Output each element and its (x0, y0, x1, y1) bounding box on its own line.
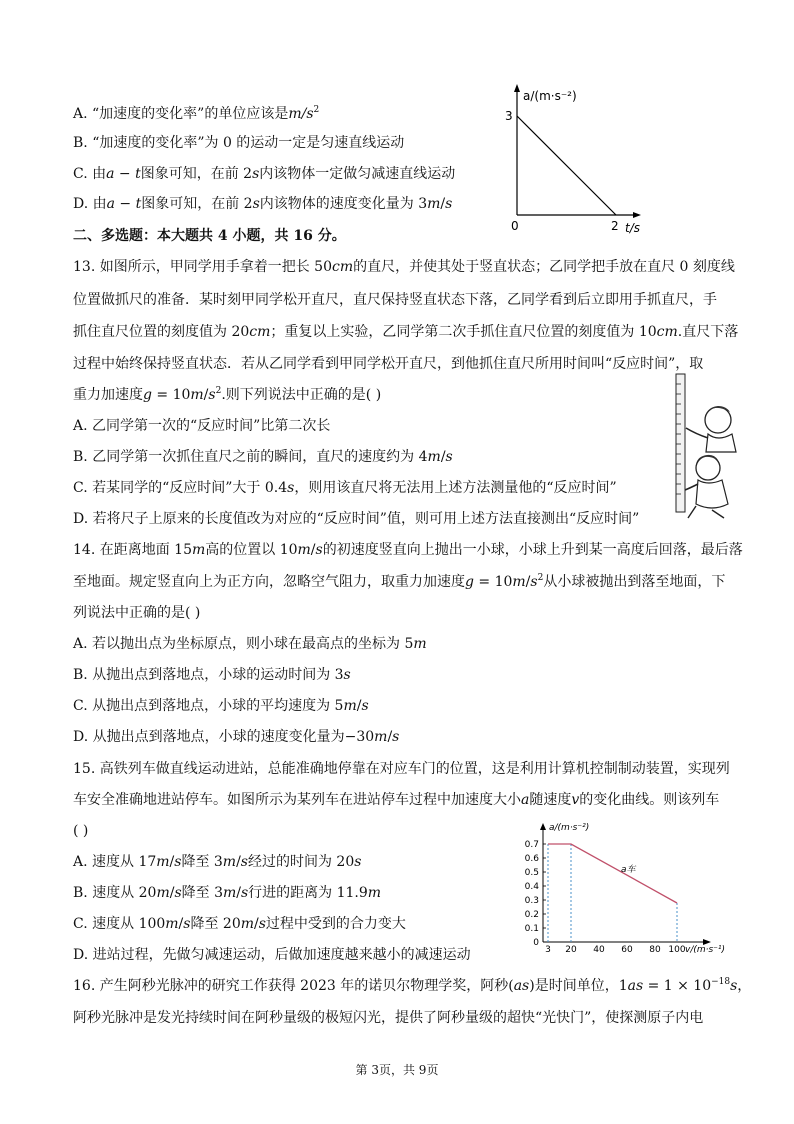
q16-line-2: 阿秒光脉冲是发光持续时间在阿秒量级的极短闪光，提供了阿秒量级的超快“光快门”，使探测原子内电 (73, 1010, 704, 1026)
a-t-x-axis-label: t/s (625, 221, 640, 235)
q13-option-d: D. 若将尺子上原来的长度值改为对应的“反应时间”值，则可用上述方法直接测出“反应时间” (73, 511, 640, 527)
a-v-y-tick: 0.7 (524, 840, 539, 850)
q15-option-c: C. 速度从 100𝑚/𝑠降至 20𝑚/𝑠过程中受到的合力变大 (73, 916, 406, 932)
q15-option-d: D. 进站过程，先做匀减速运动，后做加速度越来越小的减速运动 (73, 947, 471, 963)
q12-option-b: B. “加速度的变化率”为 0 的运动一定是匀速直线运动 (73, 135, 405, 151)
a-v-y-tick: 0 (533, 938, 539, 948)
q16-line-1-exponent: −18 (711, 977, 731, 987)
q13-line-5-exponent: 2 (215, 386, 222, 396)
q13-line-1: 13. 如图所示，甲同学用手拿着一把长 50𝑐𝑚的直尺，并使其处于竖直状态；乙同学把手放在直尺 0 刻度线 (73, 259, 735, 275)
q14-option-a: A. 若以抛出点为坐标原点，则小球在最高点的坐标为 5𝑚 (73, 636, 427, 652)
q14-option-c: C. 从抛出点到落地点，小球的平均速度为 5𝑚/𝑠 (73, 698, 369, 714)
a-t-graph (495, 80, 655, 240)
q14-line-3: 列说法中正确的是( ) (73, 605, 201, 621)
a-v-x-tick: 60 (621, 945, 633, 954)
a-v-y-tick: 0.1 (524, 924, 539, 934)
a-v-x-tick: 40 (593, 945, 605, 954)
q13-line-3: 抓住直尺位置的刻度值为 20𝑐𝑚；重复以上实验，乙同学第二次手抓住直尺位置的刻度值为 10𝑐𝑚.直尺下落 (73, 324, 739, 340)
ruler-experiment-illustration (652, 372, 742, 522)
q13-line-5-a: 重力加速度𝑔 = 10𝑚/𝑠 (73, 387, 216, 403)
q14-line-2-a: 至地面。规定竖直向上为正方向，忽略空气阻力，取重力加速度𝑔 = 10𝑚/𝑠 (73, 574, 538, 590)
q15-option-a: A. 速度从 17𝑚/𝑠降至 3𝑚/𝑠经过的时间为 20𝑠 (73, 854, 362, 870)
q16-line-1-a: 16. 产生阿秒光脉冲的研究工作获得 2023 年的诺贝尔物理学奖，阿秒(𝑎𝑠)是时间单位，1𝑎𝑠 = 1 × 10 (73, 978, 712, 994)
q13-option-c: C. 若某同学的“反应时间”大于 0.4𝑠，则用该直尺将无法用上述方法测量他的“反应时间” (73, 480, 617, 496)
q14-option-b: B. 从抛出点到落地点，小球的运动时间为 3𝑠 (73, 667, 351, 683)
q12-option-a-exponent: 2 (313, 105, 320, 115)
q12-option-d: D. 由𝑎 − 𝑡图象可知，在前 2𝑠内该物体的速度变化量为 3𝑚/𝑠 (73, 196, 453, 212)
q14-line-1: 14. 在距离地面 15𝑚高的位置以 10𝑚/𝑠的初速度竖直向上抛出一小球，小球上升到某一高度后回落，最后落 (73, 542, 743, 558)
a-t-x-tick: 2 (611, 219, 619, 233)
a-t-origin: 0 (511, 219, 519, 233)
a-v-curve-label: a车 (621, 865, 636, 875)
a-v-x-tick: 20 (565, 945, 577, 954)
q12-option-a (73, 104, 319, 124)
a-v-y-tick: 0.6 (524, 854, 539, 864)
q15-option-b: B. 速度从 20𝑚/𝑠降至 3𝑚/𝑠行进的距离为 11.9𝑚 (73, 885, 382, 901)
q15-line-2: 车安全准确地进站停车。如图所示为某列车在进站停车过程中加速度大小𝑎随速度𝑣的变化曲线。则该列车 (73, 792, 720, 808)
q13-line-5 (73, 385, 381, 405)
a-v-y-tick: 0.2 (524, 910, 539, 920)
a-v-y-tick: 0.5 (524, 868, 539, 878)
q14-option-d: D. 从抛出点到落地点，小球的速度变化量为−30𝑚/𝑠 (73, 729, 400, 745)
a-v-y-tick: 0.3 (524, 896, 539, 906)
q13-line-5-b: .则下列说法中正确的是( ) (221, 387, 382, 403)
q14-line-2-exponent: 2 (537, 573, 544, 583)
q16-line-1-b: 𝑠， (730, 978, 752, 994)
q13-option-b: B. 乙同学第一次抓住直尺之前的瞬间，直尺的速度约为 4𝑚/𝑠 (73, 449, 453, 465)
q13-option-a: A. 乙同学第一次的“反应时间”比第二次长 (73, 418, 331, 434)
a-v-x-tick: 100 (668, 945, 686, 954)
q14-line-2-b: 从小球被抛出到落至地面，下 (543, 574, 726, 590)
a-v-x-axis-label: v/(m·s⁻¹) (685, 945, 725, 954)
page-footer: 第 3页，共 9页 (355, 1063, 439, 1077)
a-v-x-tick: 3 (545, 945, 551, 954)
q12-option-a-unit: m/s (288, 106, 314, 122)
a-t-y-tick: 3 (505, 109, 513, 123)
a-v-x-tick: 80 (649, 945, 661, 954)
section-heading: 二、多选题：本大题共 4 小题，共 16 分。 (73, 228, 346, 244)
a-v-graph (515, 818, 725, 954)
q12-option-c: C. 由𝑎 − 𝑡图象可知，在前 2𝑠内该物体一定做匀减速直线运动 (73, 166, 456, 182)
q14-line-2 (73, 572, 725, 592)
q13-line-2: 位置做抓尺的准备．某时刻甲同学松开直尺，直尺保持竖直状态下落，乙同学看到后立即用手抓直尺，手 (73, 292, 717, 308)
q15-line-3: ( ) (73, 823, 89, 839)
a-v-y-axis-label: a/(m·s⁻²) (549, 823, 590, 833)
a-t-y-axis-label: a/(m·s⁻²) (523, 89, 577, 103)
q15-line-1: 15. 高铁列车做直线运动进站，总能准确地停靠在对应车门的位置，这是利用计算机控制制动装置，实现列 (73, 761, 730, 777)
a-v-y-tick: 0.4 (524, 882, 539, 892)
q12-option-a-text: A. “加速度的变化率”的单位应该是 (73, 106, 289, 122)
q13-line-4: 过程中始终保持竖直状态．若从乙同学看到甲同学松开直尺，到他抓住直尺所用时间叫“反应时间”，取 (73, 356, 704, 372)
q16-line-1 (73, 976, 751, 996)
